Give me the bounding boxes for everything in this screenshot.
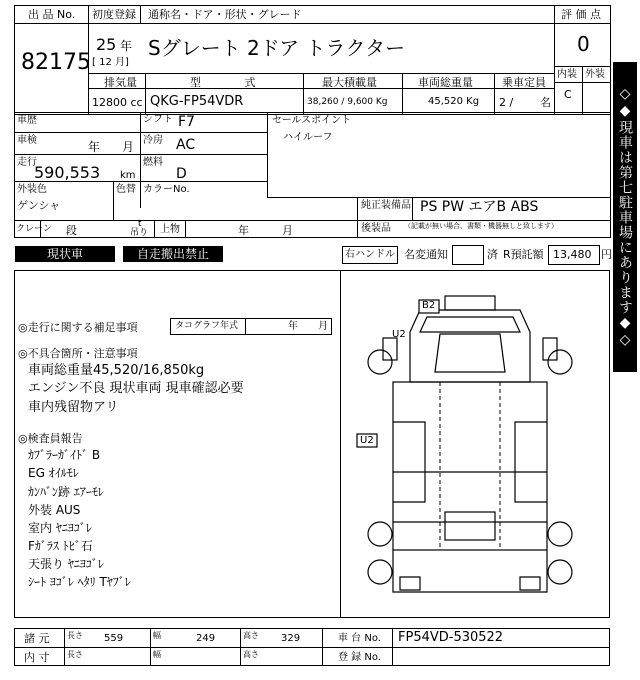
crane-label: クレーン [16,224,52,234]
divider [88,73,554,74]
tacho-year-unit: 年 [288,321,298,332]
inspector-line: ｶﾌﾞﾗｰｶﾞｲﾄﾞ B [28,448,101,462]
divider [14,647,610,648]
inspector-report-title: ◎検査員報告 [18,432,83,445]
sales-point-label: セールスポイント [272,115,352,126]
chassis-rail [440,382,500,550]
model-label: 型 式 [190,76,276,89]
exterior-grade-label: 外装 [585,69,605,80]
divider [240,628,241,666]
cab-outline [410,310,530,382]
divider [402,73,403,115]
divider [412,197,413,220]
height-value: 329 [281,633,301,644]
rear-end [393,550,547,592]
divider [494,73,495,115]
chassis-frame [393,382,547,550]
name-change-box [452,245,484,265]
capacity-label: 乗車定員 [502,76,546,89]
truck-diagram [345,272,605,612]
divider [140,112,141,208]
shift-label: シフト [143,114,173,125]
color-change-label: 色替 [116,184,136,195]
interior-grade-label: 内装 [557,69,577,80]
inner-width-label: 幅 [153,650,161,659]
rear-left-wheel [368,522,392,546]
length-value: 559 [104,633,124,644]
side-notice: ◇◆現車は第七駐車場にあります◆◇ [613,62,637,372]
damage-tag: B2 [422,300,436,311]
width-label: 幅 [153,631,161,640]
first-reg-label: 初度登録 [92,8,136,21]
front-left-wheel [368,350,392,374]
history-label: 車歴 [17,115,37,126]
width-value: 249 [196,633,216,644]
fuel-label: 燃料 [143,157,163,168]
driving-notes-title: ◎走行に関する補足事項 [18,321,138,334]
length-label: 長さ [67,631,83,640]
first-reg-year: 25 [96,35,117,54]
gross-weight-value: 45,520 Kg [428,96,480,107]
shift-value: F7 [178,114,195,130]
crane-stage-unit: 段 [66,224,77,237]
divider [340,270,341,618]
gross-weight-label: 車両総重量 [418,76,473,89]
side-box-right [515,422,547,502]
divider [322,628,323,666]
rating-value: 0 [577,32,590,56]
model-value: QKG-FP54VDR [150,94,244,109]
divider [554,23,611,24]
displacement-value: 12800 cc [92,96,143,109]
divider [150,628,151,666]
upper-month-unit: 月 [282,224,293,237]
divider [145,73,146,115]
height-label: 高さ [243,631,259,640]
name-change-label: 名変通知 [404,248,448,261]
divider [582,66,583,115]
max-load-value: 38,260 / 9,600 Kg [307,97,388,107]
capacity-value: 2 / [499,96,514,109]
lot-number: 82175 [21,50,91,75]
recycle-label: R預託額 [503,248,544,261]
cab-inner [435,334,505,372]
divider [392,628,393,666]
divider [357,197,358,221]
divider [185,220,186,238]
inner-height-label: 高さ [243,650,259,659]
vehicle-name: Sグレート 2ドア トラクター [148,36,406,60]
crane-hook-unit: 吊り [130,228,149,238]
defect-line: エンジン不良 現状車両 現車確認必要 [28,381,244,396]
defect-line: 車両総重量45,520/16,850kg [28,363,205,378]
divider [245,318,246,335]
inspector-line: EG ｵｲﾙﾓﾚ [28,466,79,480]
inspector-line: 天張り ﾔﾆﾖｺﾞﾚ [28,557,104,571]
interior-grade: C [564,88,572,101]
inspection-year-unit: 年 [88,140,101,154]
inspector-line: ｶﾝﾊﾞﾝ跡 ｴｱｰﾓﾚ [28,485,104,499]
chassis-number: FP54VD-530522 [398,630,504,645]
color-label: 外装色 [17,184,47,195]
divider [14,23,88,24]
upper-year-unit: 年 [238,224,249,237]
divider [14,154,267,155]
divider [267,197,611,198]
first-reg-year-unit: 年 [120,39,133,53]
inspector-line: ｼｰﾄ ﾖｺﾞﾚ ﾍﾀﾘ Tﾔﾌﾞﾚ [28,575,131,589]
self-drive-prohibited-bar: 自走搬出禁止 [123,246,223,262]
inner-length-label: 長さ [67,650,83,659]
sales-point-value: ハイルーフ [283,132,333,143]
inspector-line: 外装 AUS [28,503,81,517]
aircon-value: AC [176,137,196,153]
left-mirror [383,338,397,360]
aircon-label: 冷房 [143,135,163,146]
inner-dimensions-label: 内 寸 [24,651,50,664]
rating-label: 評 価 点 [561,8,601,21]
recycle-amount: 13,480 [553,248,592,261]
color-value: ゲンシャ [17,199,61,212]
divider [14,132,267,133]
cab-roof [445,296,495,310]
aftermarket-note: （記載が無い場合、書類・機器無しと致します） [404,222,558,230]
mileage-label: 走行 [17,157,37,168]
current-state-bar: 現状車 [15,246,115,262]
divider [554,5,555,115]
fifth-wheel-plate [445,512,495,540]
rear-right-wheel [548,560,572,584]
aftermarket-label: 後装品 [361,223,391,234]
tachograph-label: タコグラフ年式 [175,321,239,331]
rear-right-wheel [548,522,572,546]
chassis-label: 車 台 No. [338,633,381,644]
registration-label: 登 録 No. [338,652,381,663]
ryo-label: 済 [487,248,498,261]
rear-lamp-right [520,577,540,590]
damage-tag: U2 [392,329,406,340]
defect-line: 車内残留物アリ [28,400,119,415]
tacho-month-unit: 月 [318,321,328,332]
inspection-label: 車検 [17,135,37,146]
equipment-label: 純正装備品 [361,200,411,211]
divider [267,112,268,197]
divider [303,73,304,115]
divider [140,5,141,23]
yen-unit: 円 [601,248,612,261]
equipment-value: PS PW エアB ABS [420,199,539,215]
windshield [420,317,520,332]
displacement-label: 排気量 [104,76,137,89]
rear-lamp-left [400,577,420,590]
damage-tag: U2 [360,435,374,446]
side-box-left [393,422,425,502]
mileage-unit: km [120,170,136,181]
dimensions-label: 諸 元 [24,632,50,645]
crane-ton-unit: t [138,219,142,229]
upper-body-label: 上物 [160,224,180,235]
right-handle-label: 右ハンドル [345,249,395,260]
rear-left-wheel [368,560,392,584]
divider [64,628,65,666]
color-code-label: カラーNo. [143,184,190,195]
vehicle-name-label: 通称名・ドア・形状・グレード [148,8,302,21]
lot-label: 出 品 No. [28,8,76,21]
mileage-value: 590,553 [34,163,101,182]
fuel-value: D [176,166,187,182]
divider [154,220,155,238]
divider [88,88,554,89]
right-mirror [543,338,557,360]
divider [113,181,114,220]
capacity-unit: 名 [540,96,551,109]
divider [88,23,554,24]
inspector-line: 室内 ﾔﾆﾖｺﾞﾚ [28,521,92,535]
max-load-label: 最大積載量 [322,76,377,89]
inspector-line: Fｶﾞﾗｽ ﾄﾋﾞ石 [28,539,93,553]
front-right-wheel [548,350,572,374]
defects-title: ◎不具合箇所・注意事項 [18,347,138,360]
inspection-month-unit: 月 [122,140,135,154]
first-reg-month: [ 12 月] [92,57,129,68]
